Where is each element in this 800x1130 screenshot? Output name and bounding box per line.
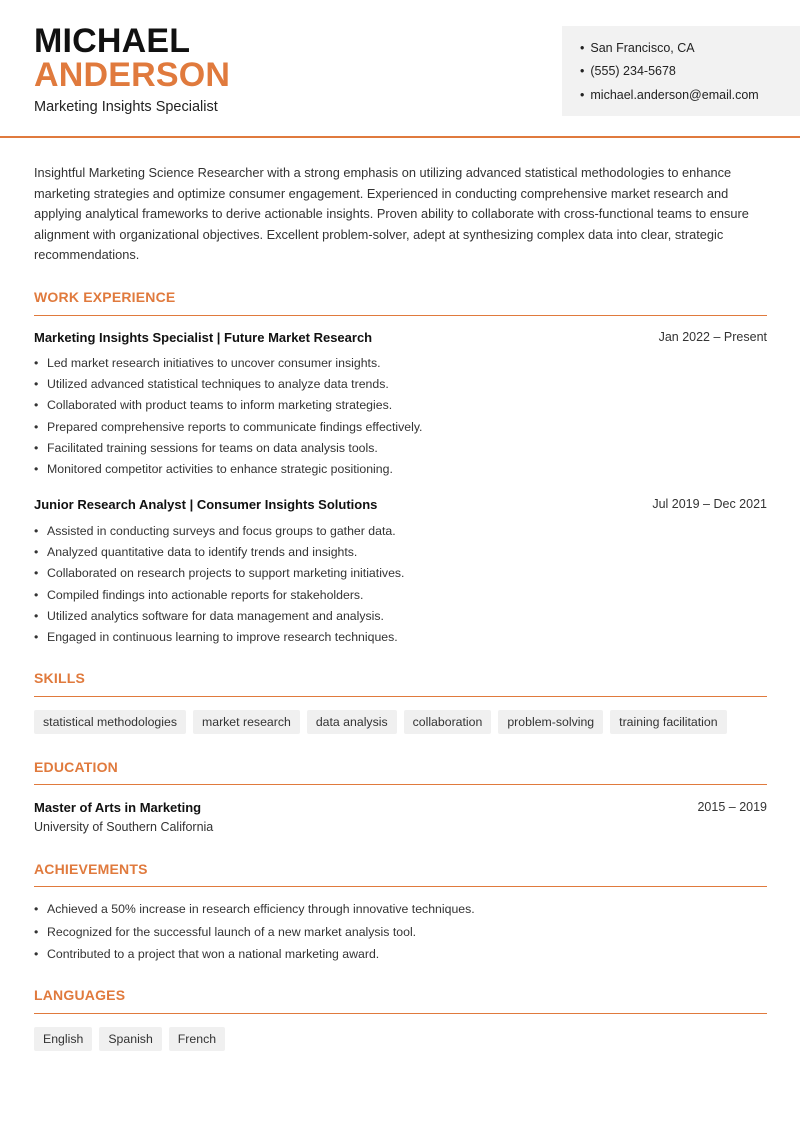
section-rule: [34, 315, 767, 316]
last-name: ANDERSON: [34, 56, 231, 94]
section-title-education: EDUCATION: [34, 759, 118, 775]
language-tag: English: [34, 1027, 92, 1051]
section-rule: [34, 784, 767, 785]
resume-header: [0, 0, 800, 138]
job-bullets: [34, 523, 767, 650]
list-item: • Facilitated training sessions for teams on data analysis tools.: [34, 440, 767, 461]
list-item: • Collaborated with product teams to inform marketing strategies.: [34, 397, 767, 418]
contact-email: • michael.anderson@email.com: [580, 87, 759, 103]
section-title-skills: SKILLS: [34, 670, 85, 686]
section-title-achievements: ACHIEVEMENTS: [34, 861, 148, 877]
list-item: • Engaged in continuous learning to improve research techniques.: [34, 629, 767, 650]
language-tag: French: [169, 1027, 225, 1051]
language-tag: Spanish: [99, 1027, 161, 1051]
job-dates: Jan 2022 – Present: [658, 330, 767, 344]
list-item: • Monitored competitor activities to enhance strategic positioning.: [34, 461, 767, 482]
skill-tag: collaboration: [404, 710, 492, 734]
contact-phone: • (555) 234-5678: [580, 63, 676, 79]
section-title-work: WORK EXPERIENCE: [34, 289, 176, 305]
skill-tag: training facilitation: [610, 710, 726, 734]
list-item: • Analyzed quantitative data to identify trends and insights.: [34, 544, 767, 565]
education-school: University of Southern California: [34, 820, 214, 834]
list-item: • Led market research initiatives to uncover consumer insights.: [34, 355, 767, 376]
skill-tag: market research: [193, 710, 300, 734]
list-item: • Prepared comprehensive reports to communicate findings effectively.: [34, 419, 767, 440]
list-item: • Collaborated on research projects to support marketing initiatives.: [34, 565, 767, 586]
achievements-list: [34, 901, 767, 969]
section-rule: [34, 886, 767, 887]
contact-location: • San Francisco, CA: [580, 40, 695, 56]
education-dates: 2015 – 2019: [697, 800, 767, 814]
skill-tag: problem-solving: [498, 710, 603, 734]
job-heading: Junior Research Analyst | Consumer Insights Solutions: [34, 497, 378, 512]
skill-tag: data analysis: [307, 710, 397, 734]
contact-box: [562, 26, 800, 116]
skill-tag: statistical methodologies: [34, 710, 186, 734]
section-title-languages: LANGUAGES: [34, 987, 126, 1003]
list-item: • Assisted in conducting surveys and focus groups to gather data.: [34, 523, 767, 544]
skills-list: [34, 710, 727, 734]
summary: Insightful Marketing Science Researcher with a strong emphasis on utilizing advanced statistical methodologies to enhance marketing strategies and optimize consumer engagement. Experienced in conducting comprehensive market research and applying analytical frameworks to derive actionable insights. Proven ability to collaborate with cross-functional teams to ensure alignment with organizational objectives. Excellent problem-solver, adept at synthesizing complex data into clear, strategic recommendations.: [34, 165, 749, 262]
list-item: • Contributed to a project that won a national marketing award.: [34, 946, 767, 969]
job-heading: Marketing Insights Specialist | Future Market Research: [34, 330, 373, 345]
education-degree: Master of Arts in Marketing: [34, 800, 202, 815]
section-rule: [34, 1013, 767, 1014]
list-item: • Utilized advanced statistical techniques to analyze data trends.: [34, 376, 767, 397]
languages-list: [34, 1027, 225, 1051]
list-item: • Compiled findings into actionable reports for stakeholders.: [34, 587, 767, 608]
job-title: Marketing Insights Specialist: [34, 99, 218, 115]
list-item: • Achieved a 50% increase in research efficiency through innovative techniques.: [34, 901, 767, 924]
first-name: MICHAEL: [34, 22, 191, 60]
job-dates: Jul 2019 – Dec 2021: [652, 497, 767, 511]
list-item: • Recognized for the successful launch of a new market analysis tool.: [34, 924, 767, 947]
list-item: • Utilized analytics software for data management and analysis.: [34, 608, 767, 629]
job-bullets: [34, 355, 767, 482]
section-rule: [34, 696, 767, 697]
